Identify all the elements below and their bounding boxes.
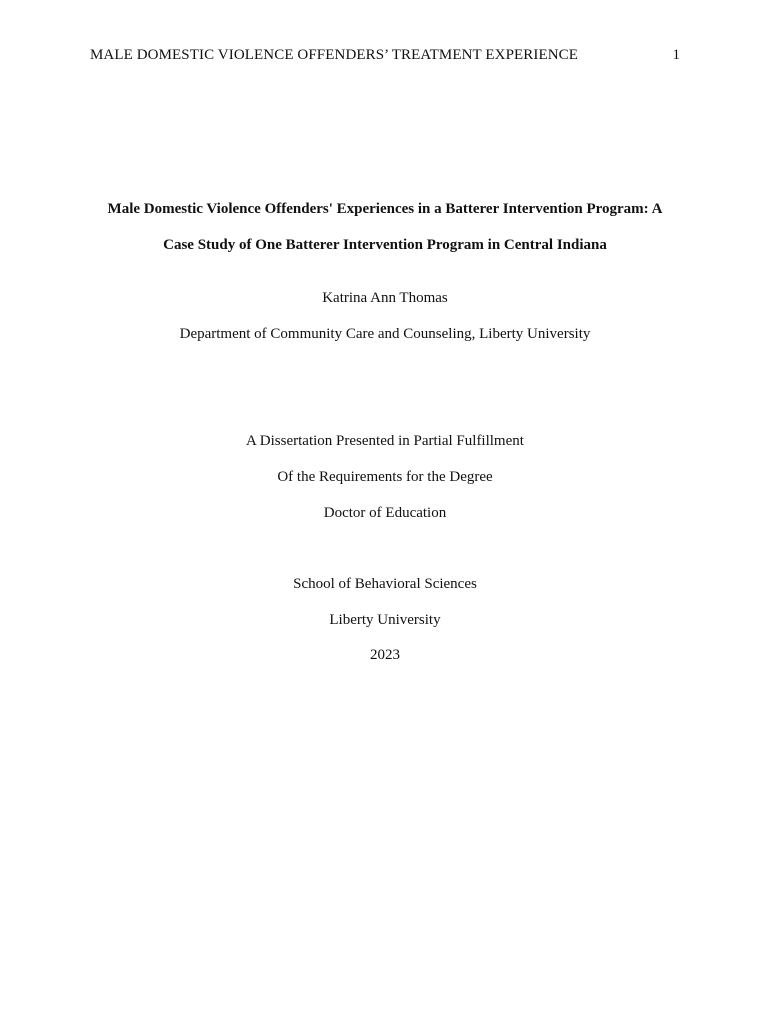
running-head: MALE DOMESTIC VIOLENCE OFFENDERS’ TREATMENT EXPERIENCE	[90, 47, 579, 63]
author-name: Katrina Ann Thomas	[322, 290, 448, 306]
author-affiliation: Department of Community Care and Counseling, Liberty University	[179, 326, 591, 342]
dissertation-statement-line-2: Of the Requirements for the Degree	[277, 469, 493, 485]
school-name: School of Behavioral Sciences	[293, 576, 477, 592]
degree-name: Doctor of Education	[323, 505, 447, 521]
title-line-2: Case Study of One Batterer Intervention Program in Central Indiana	[163, 237, 607, 253]
page-number: 1	[672, 47, 680, 63]
publication-year: 2023	[370, 647, 400, 663]
university-name: Liberty University	[329, 612, 441, 628]
title-line-1: Male Domestic Violence Offenders' Experiences in a Batterer Intervention Program: A	[107, 201, 663, 217]
dissertation-statement-line-1: A Dissertation Presented in Partial Fulfillment	[246, 433, 524, 449]
